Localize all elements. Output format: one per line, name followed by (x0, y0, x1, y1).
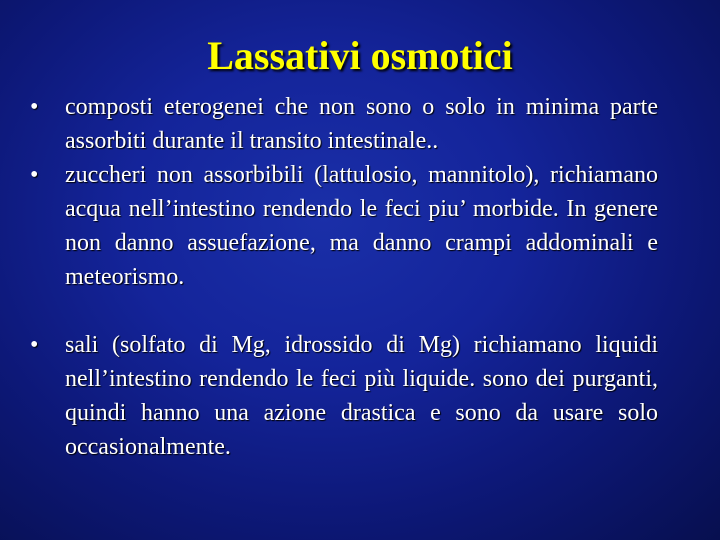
bullet-text-1: composti eterogenei che non sono o solo in minima parte assorbiti durante il transito intestinale.. (65, 94, 658, 154)
bullet-list (30, 90, 658, 464)
bullet-icon: • (30, 94, 39, 120)
bullet-icon: • (30, 162, 39, 188)
slide-title: Lassativi osmotici (207, 33, 513, 78)
bullet-item-1 (30, 90, 658, 158)
bullet-text-2: zuccheri non assorbibili (lattulosio, mannitolo), richiamano acqua nell’intestino rendendo le feci piu’ morbide. In genere non danno assuefazione, ma danno crampi addominali e meteorismo. (65, 162, 658, 290)
bullet-icon: • (30, 332, 39, 358)
bullet-item-2 (30, 158, 658, 294)
bullet-item-3 (30, 328, 658, 464)
bullet-text-3: sali (solfato di Mg, idrossido di Mg) richiamano liquidi nell’intestino rendendo le feci più liquide. sono dei purganti, quindi hanno una azione drastica e sono da usare solo occasionalmente. (65, 332, 658, 460)
